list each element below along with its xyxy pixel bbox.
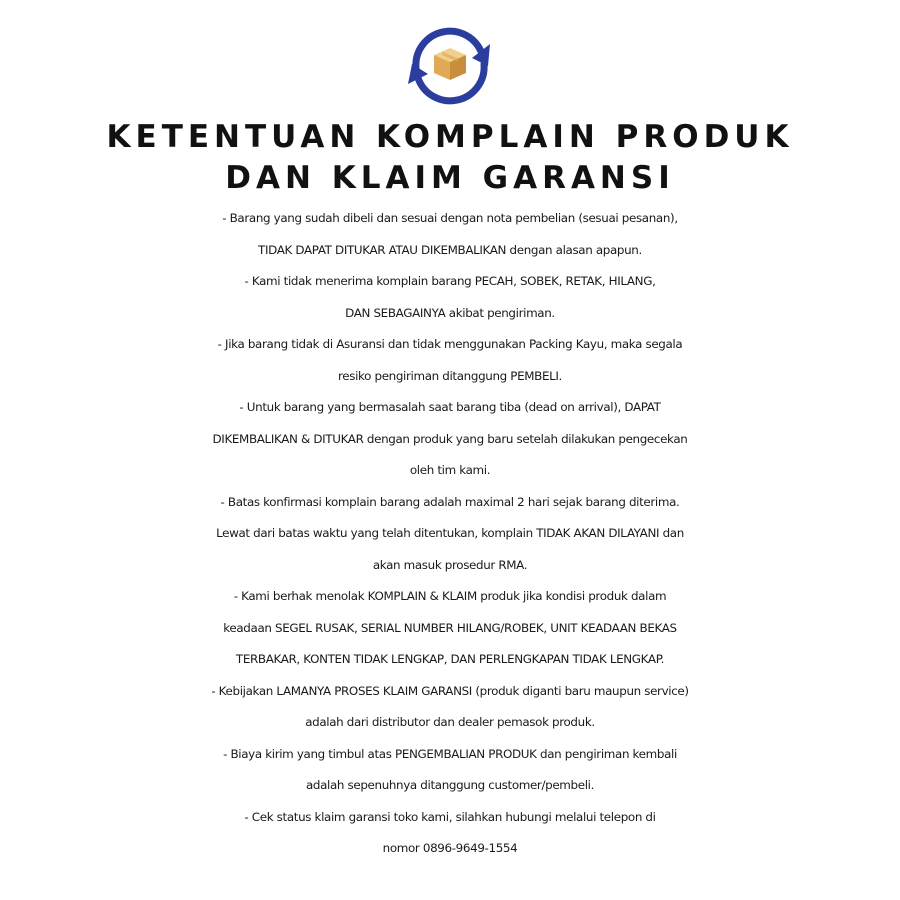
terms-line: adalah sepenuhnya ditanggung customer/pembeli.	[305, 778, 595, 792]
terms-line: - Biaya kirim yang timbul atas PENGEMBALIAN PRODUK dan pengiriman kembali	[223, 746, 677, 761]
exchange-box-icon	[398, 24, 502, 108]
terms-line: nomor 0896-9649-1554	[382, 841, 518, 855]
terms-line: - Kami berhak menolak KOMPLAIN & KLAIM produk jika kondisi produk dalam	[233, 589, 667, 603]
terms-line: oleh tim kami.	[409, 463, 491, 477]
terms-line: - Untuk barang yang bermasalah saat barang tiba (dead on arrival), DAPAT	[239, 400, 661, 414]
terms-line: - Jika barang tidak di Asuransi dan tidak menggunakan Packing Kayu, maka segala	[217, 337, 683, 351]
terms-line: - Cek status klaim garansi toko kami, silahkan hubungi melalui telepon di	[244, 809, 656, 824]
terms-line: - Kebijakan LAMANYA PROSES KLAIM GARANSI (produk diganti baru maupun service)	[211, 683, 689, 698]
terms-body	[0, 203, 900, 865]
terms-line: Lewat dari batas waktu yang telah ditentukan, komplain TIDAK AKAN DILAYANI dan	[216, 526, 684, 540]
terms-line: DIKEMBALIKAN & DITUKAR dengan produk yang baru setelah dilakukan pengecekan	[212, 431, 688, 446]
terms-line: - Kami tidak menerima komplain barang PECAH, SOBEK, RETAK, HILANG,	[244, 274, 656, 288]
exchange-box-logo	[398, 24, 502, 108]
terms-line: DAN SEBAGAINYA akibat pengiriman.	[345, 305, 555, 320]
terms-line: TERBAKAR, KONTEN TIDAK LENGKAP, DAN PERLENGKAPAN TIDAK LENGKAP.	[235, 652, 665, 666]
terms-line: keadaan SEGEL RUSAK, SERIAL NUMBER HILANG/ROBEK, UNIT KEADAAN BEKAS	[223, 620, 677, 635]
terms-line: akan masuk prosedur RMA.	[372, 557, 528, 572]
terms-line: adalah dari distributor dan dealer pemasok produk.	[305, 715, 595, 729]
box-icon	[434, 48, 466, 80]
page-title-line-2: DAN KLAIM GARANSI	[225, 160, 675, 196]
page-title-line-1: KETENTUAN KOMPLAIN PRODUK	[106, 119, 794, 155]
terms-line: TIDAK DAPAT DITUKAR ATAU DIKEMBALIKAN dengan alasan apapun.	[258, 242, 642, 257]
terms-line: - Batas konfirmasi komplain barang adalah maximal 2 hari sejak barang diterima.	[220, 494, 680, 509]
terms-line: resiko pengiriman ditanggung PEMBELI.	[338, 368, 562, 383]
terms-line: - Barang yang sudah dibeli dan sesuai dengan nota pembelian (sesuai pesanan),	[222, 211, 678, 225]
